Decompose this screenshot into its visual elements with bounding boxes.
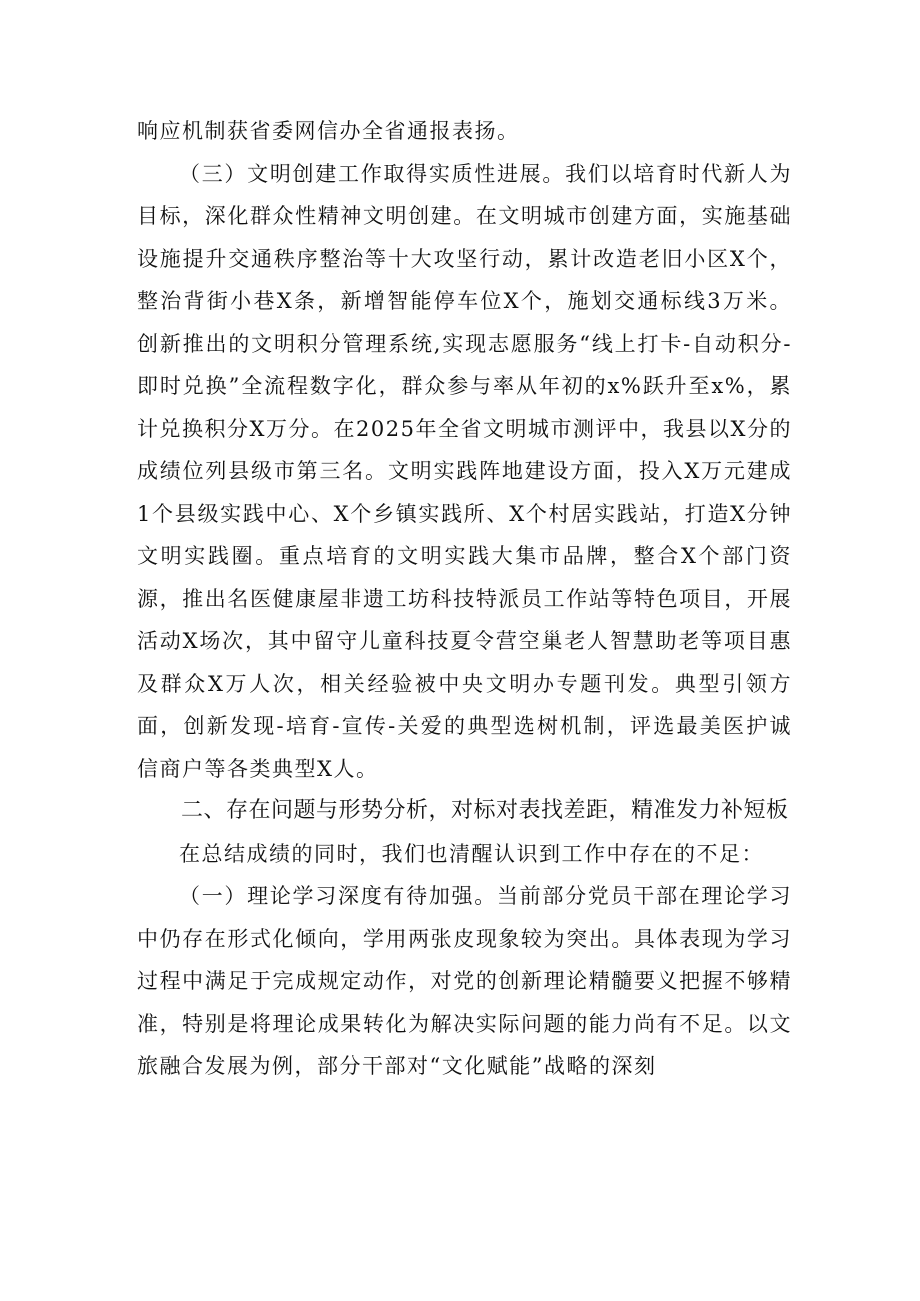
paragraph-shortcomings-intro: 在总结成绩的同时，我们也清醒认识到工作中存在的不足： — [179, 841, 764, 866]
paragraph-theory-study: （一）理论学习深度有待加强。当前部分党员干部在理论学习中仍存在形式化倾向，学用两张皮现象较为突出。具体表现为学习过程中满足于完成规定动作，对党的创新理论精髓要义把握不够精准，特别是将理论成果转化为解决实际问题的能力尚有不足。以文旅融合发展为例，部分干部对“文化赋能”战略的深刻 — [137, 884, 792, 1078]
document-body — [137, 110, 792, 1088]
section-heading-problems-analysis: 二、存在问题与形势分析，对标对表找差距，精准发力补短板 — [181, 798, 789, 823]
paragraph-civilization-building: （三）文明创建工作取得实质性进展。我们以培育时代新人为目标，深化群众性精神文明创建。在文明城市创建方面，实施基础设施提升交通秩序整治等十大攻坚行动，累计改造老旧小区X个，整治背街小巷X条，新增智能停车位X个，施划交通标线3万米。创新推出的文明积分管理系统,实现志愿服务“线上打卡-自动积分-即时兑换”全流程数字化，群众参与率从年初的x%跃升至x%，累计兑换积分X万分。在2025年全省文明城市测评中，我县以X分的成绩位列县级市第三名。文明实践阵地建设方面，投入X万元建成1个县级实践中心、X个乡镇实践所、X个村居实践站，打造X分钟文明实践圈。重点培育的文明实践大集市品牌，整合X个部门资源，推出名医健康屋非遗工坊科技特派员工作站等特色项目，开展活动X场次，其中留守儿童科技夏令营空巢老人智慧助老等项目惠及群众X万人次，相关经验被中央文明办专题刊发。典型引领方面，创新发现-培育-宣传-关爱的典型选树机制，评选最美医护诚信商户等各类典型X人。 — [137, 161, 792, 781]
paragraph-continuation: 响应机制获省委网信办全省通报表扬。 — [137, 119, 520, 143]
